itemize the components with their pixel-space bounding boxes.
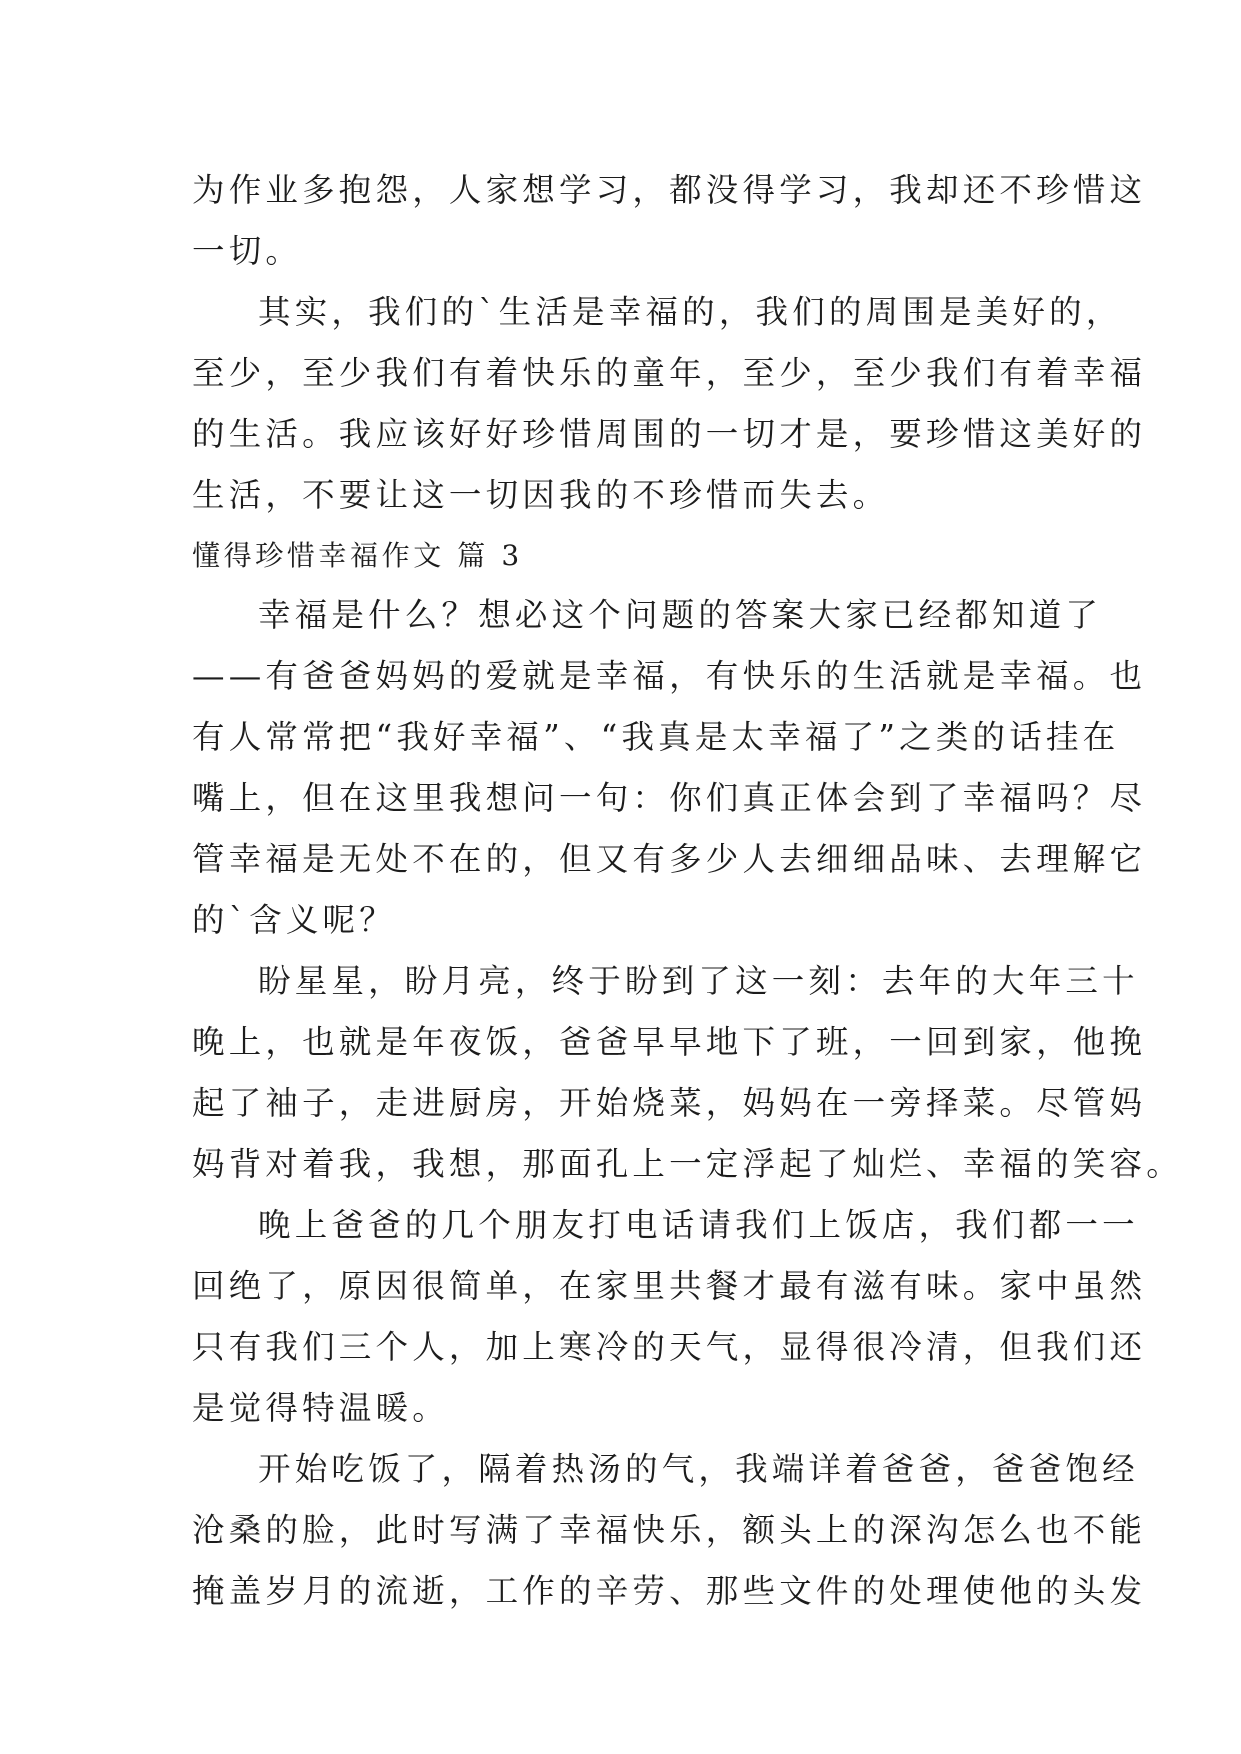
paragraph xyxy=(192,160,1147,282)
text-line: 妈背对着我，我想，那面孔上一定浮起了灿烂、幸福的笑容。 xyxy=(192,1145,1183,1183)
text-line: 掩盖岁月的流逝，工作的辛劳、那些文件的处理使他的头发 xyxy=(192,1572,1147,1610)
text-line: 回绝了，原因很简单，在家里共餐才最有滋有味。家中虽然 xyxy=(192,1267,1147,1305)
paragraph xyxy=(192,1195,1147,1439)
text-line: 其实，我们的`生活是幸福的，我们的周围是美好的， xyxy=(258,293,1123,331)
text-line: 管幸福是无处不在的，但又有多少人去细细品味、去理解它 xyxy=(192,840,1147,878)
text-line: 至少，至少我们有着快乐的童年，至少，至少我们有着幸福 xyxy=(192,354,1147,392)
text-line: 生活，不要让这一切因我的不珍惜而失去。 xyxy=(192,476,890,514)
text-line: 一切。 xyxy=(192,232,303,270)
text-line: 开始吃饭了，隔着热汤的气，我端详着爸爸，爸爸饱经 xyxy=(258,1450,1139,1488)
paragraph xyxy=(192,585,1147,951)
text-line: 的生活。我应该好好珍惜周围的一切才是，要珍惜这美好的 xyxy=(192,415,1147,453)
text-line: 的`含义呢？ xyxy=(192,901,396,939)
text-line: ——有爸爸妈妈的爱就是幸福，有快乐的生活就是幸福。也 xyxy=(192,657,1147,695)
text-line: 为作业多抱怨，人家想学习，都没得学习，我却还不珍惜这 xyxy=(192,171,1147,209)
paragraph xyxy=(192,1439,1147,1622)
text-line: 盼星星，盼月亮，终于盼到了这一刻：去年的大年三十 xyxy=(258,962,1139,1000)
text-line: 沧桑的脸，此时写满了幸福快乐，额头上的深沟怎么也不能 xyxy=(192,1511,1147,1549)
text-line: 嘴上，但在这里我想问一句：你们真正体会到了幸福吗？尽 xyxy=(192,779,1147,817)
text-line: 是觉得特温暖。 xyxy=(192,1389,449,1427)
text-line: 晚上，也就是年夜饭，爸爸早早地下了班，一回到家，他挽 xyxy=(192,1023,1147,1061)
text-line: 晚上爸爸的几个朋友打电话请我们上饭店，我们都一一 xyxy=(258,1206,1139,1244)
paragraph xyxy=(192,282,1147,526)
paragraph xyxy=(192,951,1183,1195)
section-heading: 懂得珍惜幸福作文 篇 3 xyxy=(192,539,523,572)
text-line: 起了袖子，走进厨房，开始烧菜，妈妈在一旁择菜。尽管妈 xyxy=(192,1084,1147,1122)
text-line: 只有我们三个人，加上寒冷的天气，显得很冷清，但我们还 xyxy=(192,1328,1147,1366)
text-line: 幸福是什么？想必这个问题的答案大家已经都知道了 xyxy=(258,596,1103,634)
text-line: 有人常常把“我好幸福”、“我真是太幸福了”之类的话挂在 xyxy=(192,718,1120,756)
document-body xyxy=(192,160,1183,1622)
